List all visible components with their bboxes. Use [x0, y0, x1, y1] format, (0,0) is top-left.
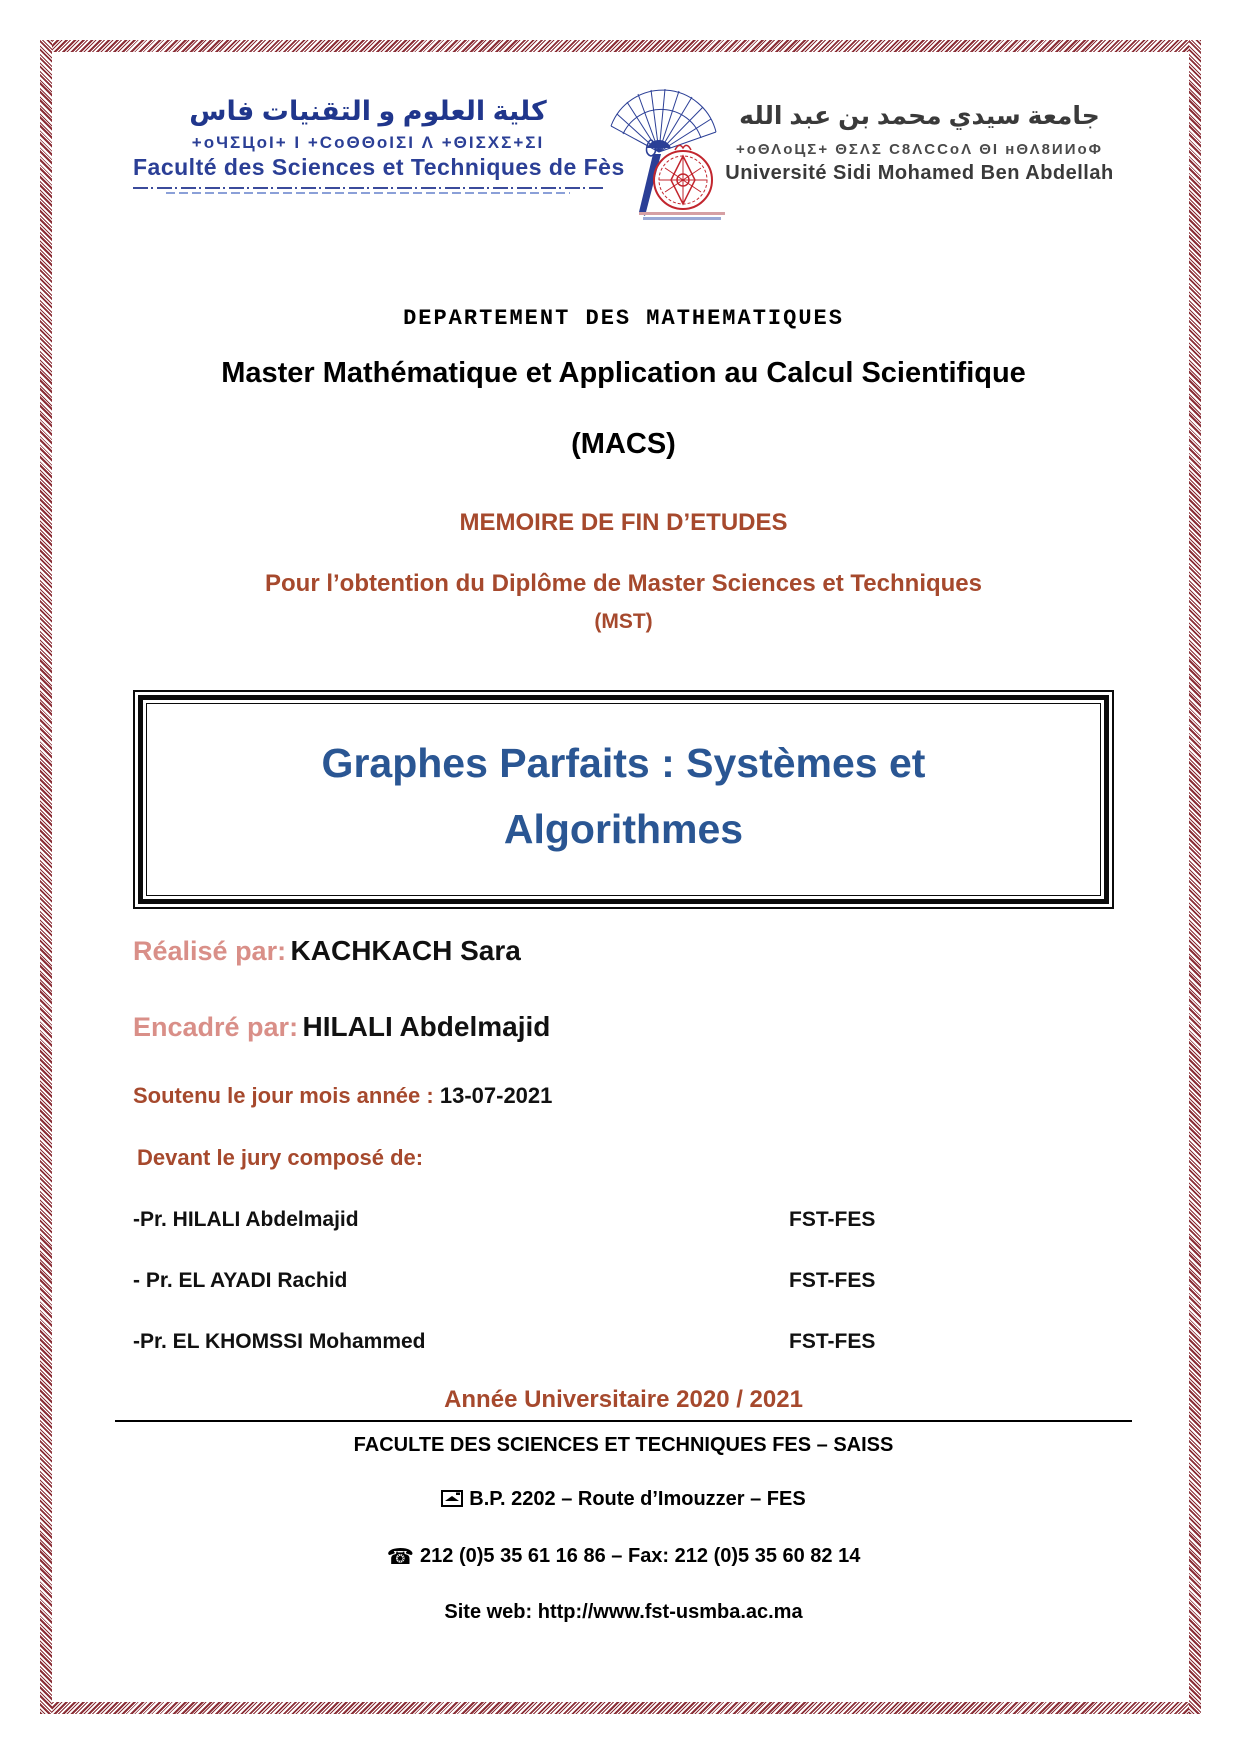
university-emblem-icon: [603, 88, 725, 224]
university-logo: [603, 88, 725, 224]
author-line: [133, 935, 1114, 967]
faculty-dashed-separator: [133, 187, 603, 194]
page-content: [52, 52, 1189, 1702]
department-title: DEPARTEMENT DES MATHEMATIQUES: [403, 306, 844, 331]
faculty-name-french: Faculté des Sciences et Techniques de Fès: [133, 154, 625, 181]
jury-member-affiliation: FST-FES: [789, 1329, 876, 1353]
diploma-purpose: Pour l’obtention du Diplôme de Master Sciences et Techniques: [264, 570, 982, 597]
defense-date-line: [133, 1083, 1114, 1109]
academic-year: Année Universitaire 2020 / 2021: [444, 1385, 803, 1413]
footer-website: Site web: http://www.fst-usmba.ac.ma: [444, 1600, 803, 1623]
jury-row: [133, 1208, 1114, 1232]
jury-member-name: -Pr. HILALI Abdelmajid: [133, 1207, 359, 1231]
master-program-title: Master Mathématique et Application au Calcul Scientifique: [221, 357, 1026, 389]
jury-member-affiliation: FST-FES: [789, 1207, 876, 1231]
faculty-block: [133, 88, 625, 194]
decorative-border-right: [1189, 40, 1201, 1714]
jury-member-affiliation: FST-FES: [789, 1268, 876, 1292]
jury-heading: Devant le jury composé de:: [137, 1144, 424, 1170]
jury-row: [133, 1269, 1114, 1293]
decorative-border-top: [40, 40, 1201, 52]
thesis-title-line2: Algorithmes: [503, 806, 744, 853]
thesis-title: [157, 730, 1090, 863]
jury-row: [133, 1330, 1114, 1354]
supervisor-label: Encadré par:: [133, 1011, 299, 1042]
footer-phone-line: [133, 1544, 1114, 1570]
footer-divider: [115, 1420, 1132, 1422]
author-name: KACHKACH Sara: [290, 934, 521, 966]
university-name-tifinagh: +oΘΛoЦΣ+ ΘΣΛΣ Ϲ8ΛϹϹoΛ ΘI ʜΘΛ8ИИoΦ: [736, 140, 1103, 158]
institution-header: [133, 88, 1114, 224]
footer-address: B.P. 2202 – Route d’Imouzzer – FES: [469, 1487, 806, 1510]
defense-date-label: Soutenu le jour mois année :: [133, 1082, 434, 1108]
decorative-border-left: [40, 40, 52, 1714]
faculty-name-arabic: كلية العلوم و التقنيات فاس: [189, 96, 547, 126]
envelope-icon: [441, 1490, 463, 1513]
jury-member-name: -Pr. EL KHOMSSI Mohammed: [133, 1329, 426, 1353]
defense-date-value: 13-07-2021: [439, 1082, 553, 1108]
footer-faculty-name: FACULTE DES SCIENCES ET TECHNIQUES FES – SAISS: [353, 1433, 894, 1456]
jury-member-name: - Pr. EL AYADI Rachid: [133, 1268, 348, 1292]
footer-phone: 212 (0)5 35 61 16 86 – Fax: 212 (0)5 35 60 82 14: [420, 1544, 861, 1567]
faculty-name-tifinagh: +oЧΣЦoI+ I +ϹoΘΘoIΣI Λ +ΘIΣΧΣ+ΣI: [191, 133, 545, 153]
diploma-acronym: (MST): [594, 610, 653, 633]
university-name-french: Université Sidi Mohamed Ben Abdellah: [725, 161, 1114, 184]
thesis-title-box: [133, 690, 1114, 909]
telephone-icon: ☎: [386, 1543, 415, 1569]
supervisor-name: HILALI Abdelmajid: [302, 1010, 551, 1042]
decorative-border-bottom: [40, 1702, 1201, 1714]
memoire-heading: MEMOIRE DE FIN D’ETUDES: [459, 509, 788, 536]
supervisor-line: [133, 1011, 1114, 1043]
thesis-title-line1: Graphes Parfaits : Systèmes et: [321, 740, 926, 786]
university-name-arabic: جامعة سيدي محمد بن عبد الله: [739, 102, 1100, 130]
footer-address-line: [133, 1488, 1114, 1513]
master-acronym: (MACS): [571, 428, 676, 460]
author-label: Réalisé par:: [133, 935, 287, 966]
university-block: [725, 88, 1114, 185]
